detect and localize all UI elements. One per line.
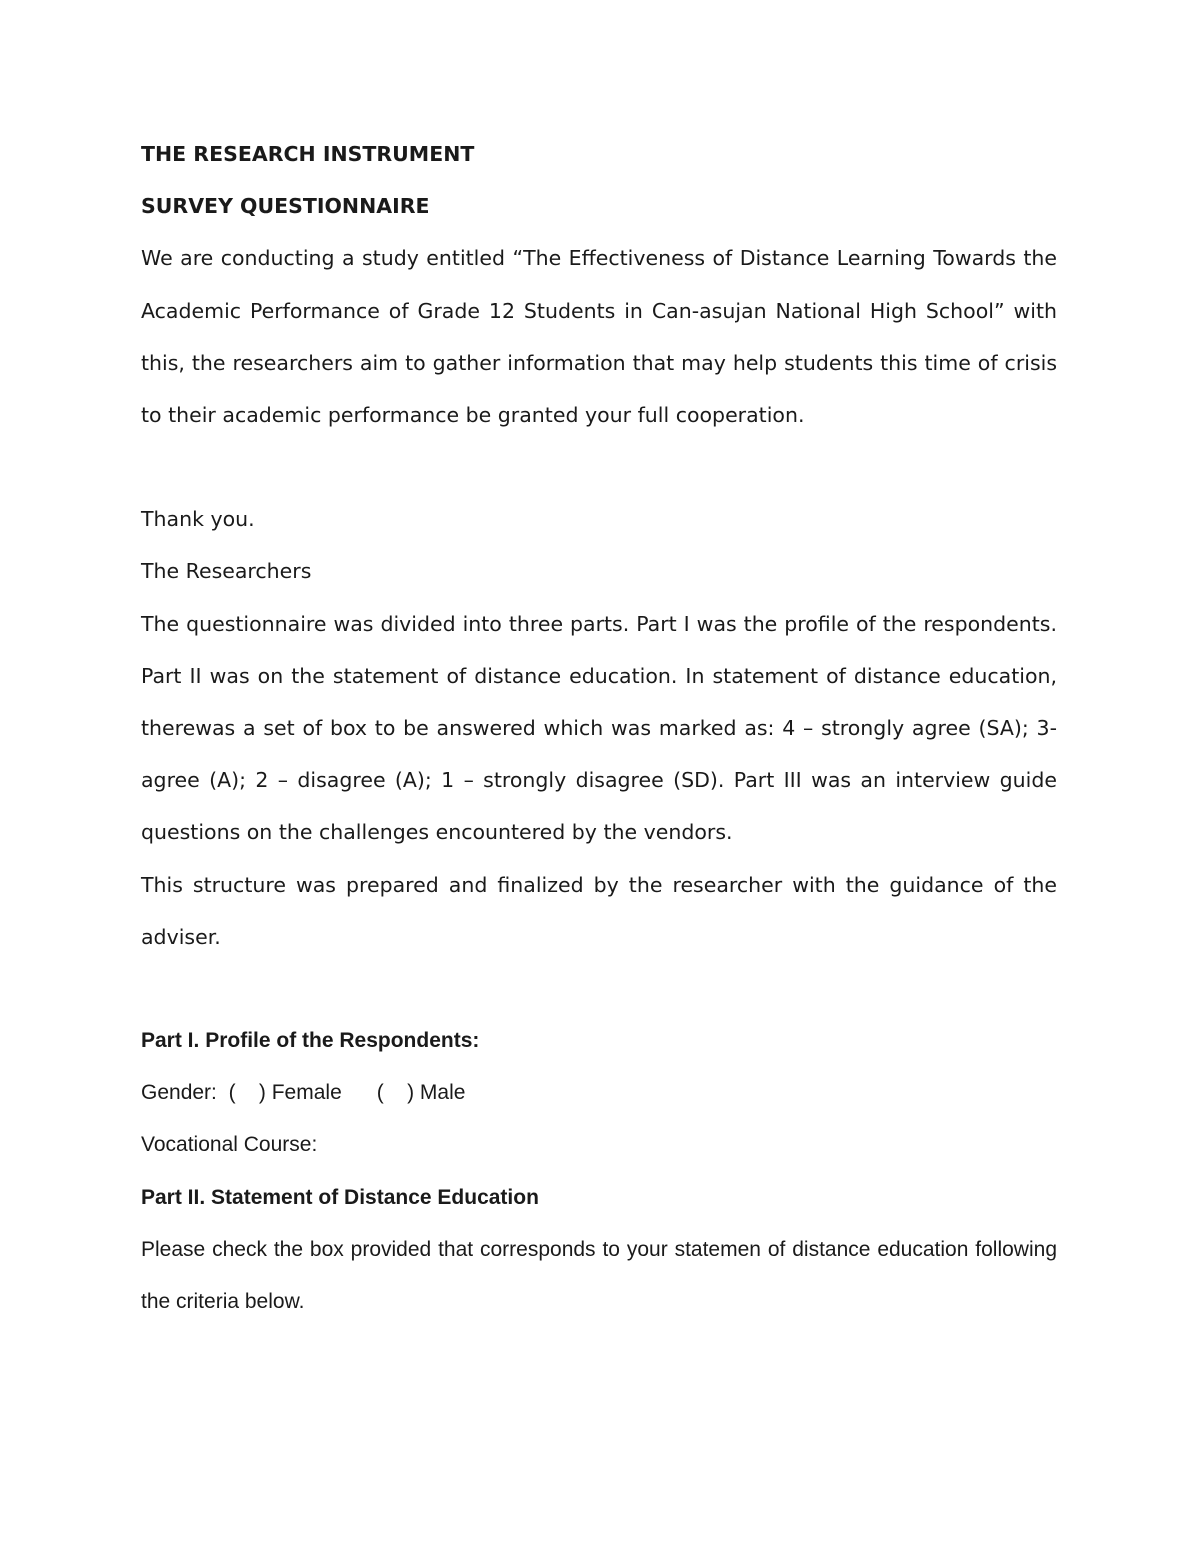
document-title: THE RESEARCH INSTRUMENT <box>141 142 475 166</box>
part2-instruction: Please check the box provided that corresponds to your statemen of distance education following the criteria below. <box>141 1237 1057 1314</box>
document-subtitle: SURVEY QUESTIONNAIRE <box>141 194 430 219</box>
gender-option-male[interactable]: ( ) Male <box>376 1081 466 1105</box>
gender-row <box>141 1067 1057 1119</box>
blank-line <box>141 963 1057 1015</box>
parts-description-paragraph: The questionnaire was divided into three parts. Part I was the profile of the respondents. Part II was on the statement of distance education. In statement of distance education, therewas a set of box to be answered which was marked as: 4 – strongly agree (SA); 3- agree (A); 2 – disagree (A); 1 – strongly disagree (SD). Part III was an interview guide questions on the challenges encountered by the vendors. <box>141 611 1057 845</box>
part1-heading: Part I. Profile of the Respondents: <box>141 1029 480 1053</box>
vocational-course-label: Vocational Course: <box>141 1133 318 1157</box>
document-page <box>141 128 1057 1328</box>
signoff-line: The Researchers <box>141 559 312 584</box>
gender-label: Gender: <box>141 1081 217 1105</box>
gender-option-female[interactable]: ( ) Female <box>228 1081 342 1105</box>
blank-line <box>141 441 1057 493</box>
structure-note-paragraph: This structure was prepared and finalized by the researcher with the guidance of the adviser. <box>141 872 1057 949</box>
thanks-line: Thank you. <box>141 507 255 532</box>
part2-heading: Part II. Statement of Distance Education <box>141 1185 539 1209</box>
intro-paragraph: We are conducting a study entitled “The Effectiveness of Distance Learning Towards the Academic Performance of Grade 12 Students in Can-asujan National High School” with this, the researchers aim to gather information that may help students this time of crisis to their academic performance be granted your full cooperation. <box>141 246 1057 428</box>
